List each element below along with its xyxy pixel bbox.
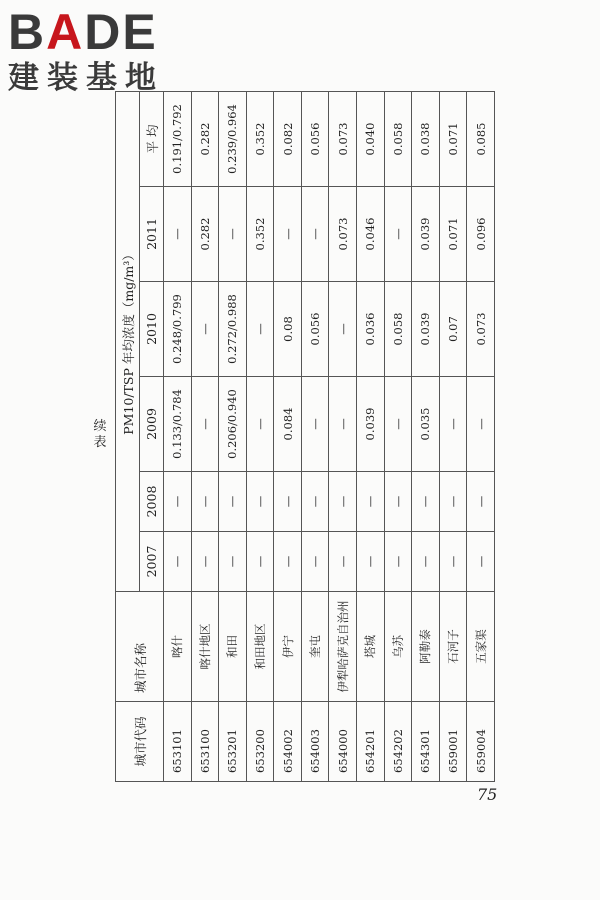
- cell-value: —: [274, 187, 302, 282]
- cell-city-name: 和田地区: [246, 592, 274, 702]
- cell-value: 0.036: [357, 282, 385, 377]
- cell-value: 0.039: [412, 187, 440, 282]
- cell-value: —: [246, 472, 274, 532]
- header-year: 2009: [140, 377, 164, 472]
- cell-value: —: [246, 532, 274, 592]
- cell-value: 0.133/0.784: [164, 377, 192, 472]
- cell-value: 0.039: [357, 377, 385, 472]
- cell-value: —: [301, 187, 329, 282]
- cell-city-code: 654002: [274, 702, 302, 782]
- cell-value: 0.058: [384, 282, 412, 377]
- cell-value: 0.039: [412, 282, 440, 377]
- header-year: 2011: [140, 187, 164, 282]
- cell-value: —: [329, 282, 357, 377]
- logo-subtitle: 建装基地: [8, 60, 164, 96]
- cell-value: —: [274, 472, 302, 532]
- cell-average: 0.085: [467, 91, 495, 186]
- table-row: [357, 91, 385, 781]
- rotated-table-container: [115, 92, 495, 782]
- cell-value: 0.046: [357, 187, 385, 282]
- header-pm10-group: PM10/TSP 年均浓度（mg/m³）: [116, 91, 140, 591]
- cell-city-name: 喀什地区: [191, 592, 219, 702]
- cell-city-code: 659001: [439, 702, 467, 782]
- cell-city-name: 奎屯: [301, 592, 329, 702]
- cell-value: —: [164, 532, 192, 592]
- header-average: 平 均: [140, 91, 164, 186]
- logo-letter-b: B: [8, 4, 47, 60]
- header-city-name: 城市名称: [116, 592, 164, 702]
- cell-city-code: 653200: [246, 702, 274, 782]
- cell-value: 0.096: [467, 187, 495, 282]
- cell-city-code: 654000: [329, 702, 357, 782]
- cell-value: 0.248/0.799: [164, 282, 192, 377]
- cell-value: —: [384, 532, 412, 592]
- cell-city-name: 伊犁哈萨克自治州: [329, 592, 357, 702]
- cell-value: —: [384, 377, 412, 472]
- cell-city-name: 伊宁: [274, 592, 302, 702]
- cell-average: 0.040: [357, 91, 385, 186]
- cell-value: 0.056: [301, 282, 329, 377]
- logo-letter-a: A: [46, 4, 85, 60]
- cell-value: —: [191, 532, 219, 592]
- cell-city-name: 五家渠: [467, 592, 495, 702]
- cell-value: 0.073: [329, 187, 357, 282]
- cell-city-name: 阿勒泰: [412, 592, 440, 702]
- cell-value: 0.035: [412, 377, 440, 472]
- cell-value: —: [439, 532, 467, 592]
- cell-value: —: [467, 532, 495, 592]
- logo-brand: [8, 6, 164, 58]
- cell-value: —: [274, 532, 302, 592]
- cell-value: 0.352: [246, 187, 274, 282]
- cell-city-name: 乌苏: [384, 592, 412, 702]
- cell-value: —: [191, 282, 219, 377]
- cell-value: —: [219, 472, 247, 532]
- cell-value: —: [191, 472, 219, 532]
- cell-value: —: [164, 187, 192, 282]
- cell-value: —: [301, 532, 329, 592]
- table-header: [116, 91, 164, 781]
- page-number: 75: [477, 785, 498, 804]
- cell-value: —: [329, 377, 357, 472]
- cell-average: 0.058: [384, 91, 412, 186]
- cell-value: —: [246, 377, 274, 472]
- cell-city-name: 和田: [219, 592, 247, 702]
- cell-value: —: [412, 532, 440, 592]
- cell-city-name: 喀什: [164, 592, 192, 702]
- cell-value: —: [219, 532, 247, 592]
- cell-city-code: 654301: [412, 702, 440, 782]
- table-row: [384, 91, 412, 781]
- cell-value: —: [301, 377, 329, 472]
- table-row: [164, 91, 192, 781]
- table-row: [191, 91, 219, 781]
- cell-city-code: 659004: [467, 702, 495, 782]
- cell-city-code: 653201: [219, 702, 247, 782]
- cell-value: —: [357, 532, 385, 592]
- cell-value: —: [164, 472, 192, 532]
- cell-city-name: 石河子: [439, 592, 467, 702]
- cell-value: —: [357, 472, 385, 532]
- cell-value: 0.073: [467, 282, 495, 377]
- header-year: 2007: [140, 532, 164, 592]
- cell-average: 0.282: [191, 91, 219, 186]
- cell-city-code: 654003: [301, 702, 329, 782]
- cell-average: 0.071: [439, 91, 467, 186]
- table-row: [467, 91, 495, 781]
- table-row: [329, 91, 357, 781]
- cell-city-code: 654202: [384, 702, 412, 782]
- cell-city-code: 654201: [357, 702, 385, 782]
- cell-average: 0.239/0.964: [219, 91, 247, 186]
- cell-value: 0.07: [439, 282, 467, 377]
- cell-city-code: 653101: [164, 702, 192, 782]
- cell-value: 0.071: [439, 187, 467, 282]
- cell-value: —: [439, 377, 467, 472]
- table-row: [412, 91, 440, 781]
- cell-value: —: [467, 377, 495, 472]
- cell-value: —: [329, 472, 357, 532]
- cell-city-name: 塔城: [357, 592, 385, 702]
- cell-average: 0.038: [412, 91, 440, 186]
- cell-city-code: 653100: [191, 702, 219, 782]
- cell-value: 0.272/0.988: [219, 282, 247, 377]
- pm10-table: [115, 91, 495, 782]
- cell-value: —: [246, 282, 274, 377]
- cell-value: —: [439, 472, 467, 532]
- cell-value: —: [191, 377, 219, 472]
- header-city-code: 城市代码: [116, 702, 164, 782]
- cell-value: —: [384, 472, 412, 532]
- cell-value: 0.08: [274, 282, 302, 377]
- cell-average: 0.352: [246, 91, 274, 186]
- table-row: [274, 91, 302, 781]
- cell-average: 0.073: [329, 91, 357, 186]
- cell-value: —: [219, 187, 247, 282]
- cell-value: —: [467, 472, 495, 532]
- header-year: 2008: [140, 472, 164, 532]
- logo-letters-de: DE: [84, 4, 158, 60]
- table-body: [164, 91, 495, 781]
- cell-average: 0.082: [274, 91, 302, 186]
- cell-value: —: [329, 532, 357, 592]
- header-year: 2010: [140, 282, 164, 377]
- cell-average: 0.056: [301, 91, 329, 186]
- cell-value: 0.282: [191, 187, 219, 282]
- table-row: [219, 91, 247, 781]
- table-row: [439, 91, 467, 781]
- cell-value: 0.206/0.940: [219, 377, 247, 472]
- cell-average: 0.191/0.792: [164, 91, 192, 186]
- cell-value: —: [301, 472, 329, 532]
- table-row: [301, 91, 329, 781]
- table-row: [246, 91, 274, 781]
- table-caption: 续表: [93, 419, 107, 450]
- cell-value: 0.084: [274, 377, 302, 472]
- logo: [8, 6, 164, 96]
- cell-value: —: [384, 187, 412, 282]
- cell-value: —: [412, 472, 440, 532]
